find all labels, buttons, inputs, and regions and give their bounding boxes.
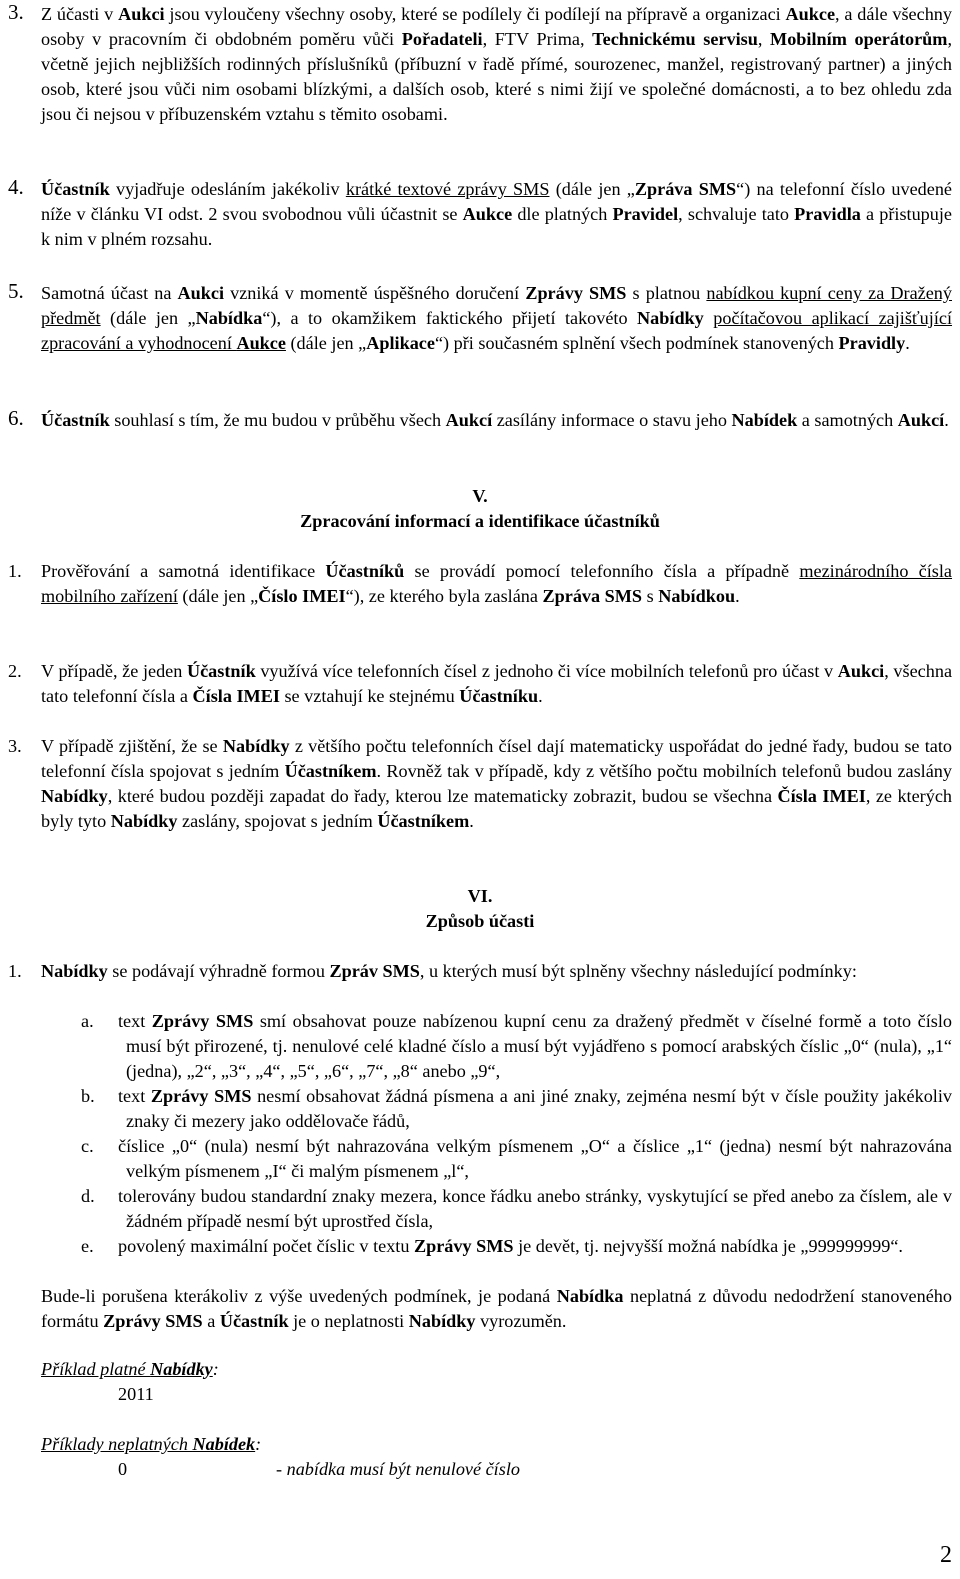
text-run: dle platných [512, 204, 613, 224]
article-5-point-1 [8, 559, 952, 609]
condition-d [49, 1184, 952, 1234]
text-run: vyjadřuje odesláním jakékoliv [109, 179, 346, 199]
text-run: (dále jen „ [285, 333, 367, 353]
valid-example-bold: Nabídky [150, 1359, 213, 1379]
invalid-example-prefix: Příklady neplatných [41, 1434, 193, 1454]
article-5-number: V. [472, 486, 488, 506]
text-run: Aukcí [897, 410, 945, 430]
valid-example-suffix: : [212, 1359, 219, 1379]
text-run: Zprávy SMS [150, 1086, 252, 1106]
text-run: “), ze kterého byla zaslána [345, 586, 543, 606]
text-run: Účastník [41, 410, 110, 430]
text-run: Zpráva SMS [634, 179, 737, 199]
text-run: Aukce [236, 333, 286, 353]
text-run: Účastníků [325, 561, 405, 581]
article-6-point-1 [8, 959, 952, 984]
text-run: Nabídky [637, 308, 704, 328]
text-run: jsou vyloučeny všechny osoby, které se podílely či podílejí na přípravě a organizaci [164, 4, 786, 24]
text-run: Pravidel [612, 204, 679, 224]
text-run: a přistupuje k nim v plném rozsahu. [41, 204, 952, 249]
text-run: souhlasí s tím, že mu budou v průběhu všech [109, 410, 446, 430]
text-run: Čísla IMEI [777, 786, 866, 806]
text-run: V případě, že jeden [41, 661, 187, 681]
text-run: . [905, 333, 910, 353]
text-run: Nabídky [41, 786, 108, 806]
text-run: , schvaluje tato [678, 204, 795, 224]
text-run: Zprávy SMS [151, 1011, 254, 1031]
text-run: , včetně jejich nejbližších rodinných příslušníků (příbuzní v řadě přímé, sourozenec, manžel, registrovaný partner) a jiných osob, které jsou vůči nim osobami blízkými, a dalších osob, které s nimi žijí ve společné domácnosti, a to bez ohledu zda jsou či nejsou v příbuzenském vztahu s těmito osobami. [41, 29, 952, 124]
text-run [704, 308, 713, 328]
point-text [41, 959, 952, 984]
text-run: (dále jen „ [177, 586, 259, 606]
text-run: Nabídky [408, 1311, 476, 1331]
text-run: Prověřování a samotná identifikace [41, 561, 326, 581]
text-run: Aukce [785, 4, 836, 24]
text-run: Nabídka [195, 308, 263, 328]
text-run: Aukce [462, 204, 513, 224]
article-4-point-5 [8, 281, 952, 356]
text-run: zaslány, spojovat s jedním [177, 811, 378, 831]
article-6-number: VI. [467, 886, 493, 906]
text-run: Bude-li porušena kterákoliv z výše uvedených podmínek, je podaná [41, 1286, 557, 1306]
text-run: “), a to okamžikem faktického přijetí takovéto [262, 308, 638, 328]
valid-example-prefix: Příklad platné [41, 1359, 151, 1379]
text-run: Nabídky [222, 736, 290, 756]
point-text [41, 177, 952, 252]
point-text [41, 559, 952, 609]
text-run: . [735, 586, 740, 606]
text-run: text [118, 1011, 152, 1031]
text-run: , a dále všechny osoby v pracovním či obdobném poměru vůči [41, 4, 952, 49]
article-4-point-6 [8, 408, 952, 433]
text-run: Technickému servisu [592, 29, 758, 49]
text-run: je o neplatnosti [288, 1311, 409, 1331]
text-run: nabídkou kupní ceny za Dražený předmět [41, 283, 952, 328]
text-run: je devět, tj. nejvyšší možná nabídka je „999999999“. [513, 1236, 903, 1256]
text-run: Aukci [837, 661, 885, 681]
condition-letter: a. [81, 1011, 94, 1031]
point-number: 1. [8, 961, 22, 981]
text-run: “) na telefonní číslo uvedené níže v článku VI odst. 2 svou svobodnou vůli účastnit se [41, 179, 953, 224]
point-number: 6. [8, 406, 24, 430]
point-text [41, 408, 952, 433]
text-run: , všechna tato telefonní čísla a [41, 661, 953, 706]
article-6-title: Způsob účasti [425, 911, 535, 931]
text-run: Aukci [177, 283, 225, 303]
condition-letter: c. [81, 1136, 94, 1156]
condition-letter: d. [81, 1186, 95, 1206]
text-run: “) při současném splnění všech podmínek stanovených [434, 333, 839, 353]
text-run: mezinárodního čísla mobilního zařízení [41, 561, 953, 606]
text-run: smí obsahovat pouze nabízenou kupní cenu za dražený předmět v číselné formě a toto číslo musí být přirozené, tj. nenulové celé kladné číslo a musí být vyjádřeno s pomocí arabských číslic „0“ (nula), „1“ (jedna), „2“, „3“, „4“, „5“, „6“, „7“, „8“ anebo „9“, [126, 1011, 952, 1081]
text-run: Účastník [219, 1311, 289, 1331]
text-run: Čísla IMEI [192, 686, 280, 706]
text-run: Aplikace [366, 333, 435, 353]
text-run: text [118, 1086, 151, 1106]
point-number: 3. [8, 0, 24, 24]
text-run: Z účasti v [41, 4, 119, 24]
text-run: se vztahují ke stejnému [279, 686, 460, 706]
text-run: tolerovány budou standardní znaky mezera, konce řádku anebo stránky, vyskytující se před anebo za číslem, ale v žádném případě nesmí být uprostřed čísla, [118, 1186, 952, 1231]
text-run: Nabídky [110, 811, 178, 831]
text-run: Pravidly [838, 333, 906, 353]
text-run: zasílány informace o stavu jeho [492, 410, 732, 430]
text-run: s platnou [626, 283, 707, 303]
text-run: , ze kterých byly tyto [41, 786, 952, 831]
text-run: neplatná z důvodu nedodržení stanoveného formátu [41, 1286, 952, 1331]
text-run: z většího počtu telefonních čísel dají matematicky uspořádat do jedné řady, budou se tato telefonní čísla spojovat s jedním [41, 736, 952, 781]
text-run: , které budou později zapadat do řady, kterou lze matematicky zobrazit, budou se všechna [107, 786, 778, 806]
text-run: Zprávy SMS [525, 283, 627, 303]
text-run: . Rovněž tak v případě, kdy z většího počtu mobilních telefonů budou zaslány [376, 761, 952, 781]
text-run: počítačovou aplikací zajišťující zpracování a vyhodnocení [41, 308, 953, 353]
text-run: Číslo IMEI [258, 586, 346, 606]
article-5-point-3 [8, 734, 952, 834]
text-run: Nabídek [731, 410, 798, 430]
text-run: , u kterých musí být splněny všechny následující podmínky: [419, 961, 857, 981]
text-run: Samotná účast na [41, 283, 178, 303]
valid-example-title [41, 1359, 219, 1380]
invalid-example-value: 0 [118, 1459, 128, 1479]
condition-text [118, 1184, 952, 1234]
text-run: Aukci [118, 4, 165, 24]
text-run: Účastníkem [377, 811, 470, 831]
text-run: a [202, 1311, 220, 1331]
text-run: V případě zjištění, že se [41, 736, 223, 756]
invalid-example-suffix: : [255, 1434, 262, 1454]
text-run: krátké textové zprávy SMS [345, 179, 550, 199]
point-text [41, 2, 952, 127]
text-run: Zprávy SMS [413, 1236, 514, 1256]
article-5-point-2 [8, 659, 952, 709]
invalid-example-note: - nabídka musí být nenulové číslo [276, 1459, 520, 1479]
text-run: (dále jen „ [100, 308, 196, 328]
page-number: 2 [940, 1542, 952, 1568]
text-run: vyrozuměn. [475, 1311, 567, 1331]
point-text [41, 734, 952, 834]
text-run: Zpráva SMS [542, 586, 643, 606]
condition-text [118, 1234, 952, 1259]
point-number: 2. [8, 661, 22, 681]
text-run: a samotných [797, 410, 898, 430]
text-run: Pořadateli [401, 29, 483, 49]
text-run: Mobilním operátorům [770, 29, 948, 49]
text-run: povolený maximální počet číslic v textu [118, 1236, 414, 1256]
text-run: Účastník [41, 179, 110, 199]
text-run: s [642, 586, 659, 606]
condition-b [49, 1084, 952, 1134]
text-run: Nabídky [41, 961, 108, 981]
condition-e [49, 1234, 952, 1259]
text-run: Zpráv SMS [329, 961, 420, 981]
text-run: Pravidla [794, 204, 861, 224]
point-number: 5. [8, 279, 24, 303]
point-text [41, 281, 952, 356]
text-run: , FTV Prima, [482, 29, 593, 49]
condition-letter: b. [81, 1086, 95, 1106]
text-run: vzniká v momentě úspěšného doručení [224, 283, 526, 303]
condition-text [118, 1084, 952, 1134]
text-run: Nabídka [556, 1286, 624, 1306]
article-4-point-4 [8, 177, 952, 252]
text-run: . [469, 811, 474, 831]
text-run: . [944, 410, 949, 430]
article-4-point-3 [8, 2, 952, 127]
text-run: Zprávy SMS [103, 1311, 203, 1331]
point-number: 4. [8, 175, 24, 199]
text-run: se podávají výhradně formou [107, 961, 330, 981]
valid-example-value: 2011 [118, 1384, 154, 1404]
invalid-example-bold: Nabídek [192, 1434, 256, 1454]
text-run: Účastníkem [284, 761, 377, 781]
point-number: 1. [8, 561, 22, 581]
condition-text [118, 1134, 952, 1184]
text-run: Aukcí [445, 410, 493, 430]
point-number: 3. [8, 736, 22, 756]
text-run: číslice „0“ (nula) nesmí být nahrazována velkým písmenem „O“ a číslice „1“ (jedna) nesmí být nahrazována velkým písmenem „I“ či malým písmenem „l“, [118, 1136, 952, 1181]
text-run: využívá více telefonních čísel z jednoho či více mobilních telefonů pro účast v [255, 661, 838, 681]
text-run: (dále jen „ [549, 179, 635, 199]
invalid-example-title [41, 1434, 261, 1455]
text-run: Účastníku [459, 686, 539, 706]
text-run: nesmí obsahovat žádná písmena a ani jiné znaky, zejména nesmí být v čísle použity jakékoliv znaky či mezery jako oddělovače řádů, [126, 1086, 952, 1131]
point-text [41, 659, 952, 709]
text-run: Účastník [186, 661, 256, 681]
article-5-title: Zpracování informací a identifikace účastníků [300, 511, 660, 531]
invalid-offer-paragraph [41, 1284, 952, 1334]
condition-text [118, 1009, 952, 1084]
condition-letter: e. [81, 1236, 94, 1256]
condition-c [49, 1134, 952, 1184]
text-run: Nabídkou [658, 586, 736, 606]
condition-a [49, 1009, 952, 1084]
text-run: , [757, 29, 771, 49]
text-run: . [538, 686, 543, 706]
text-run: se provádí pomocí telefonního čísla a případně [404, 561, 800, 581]
